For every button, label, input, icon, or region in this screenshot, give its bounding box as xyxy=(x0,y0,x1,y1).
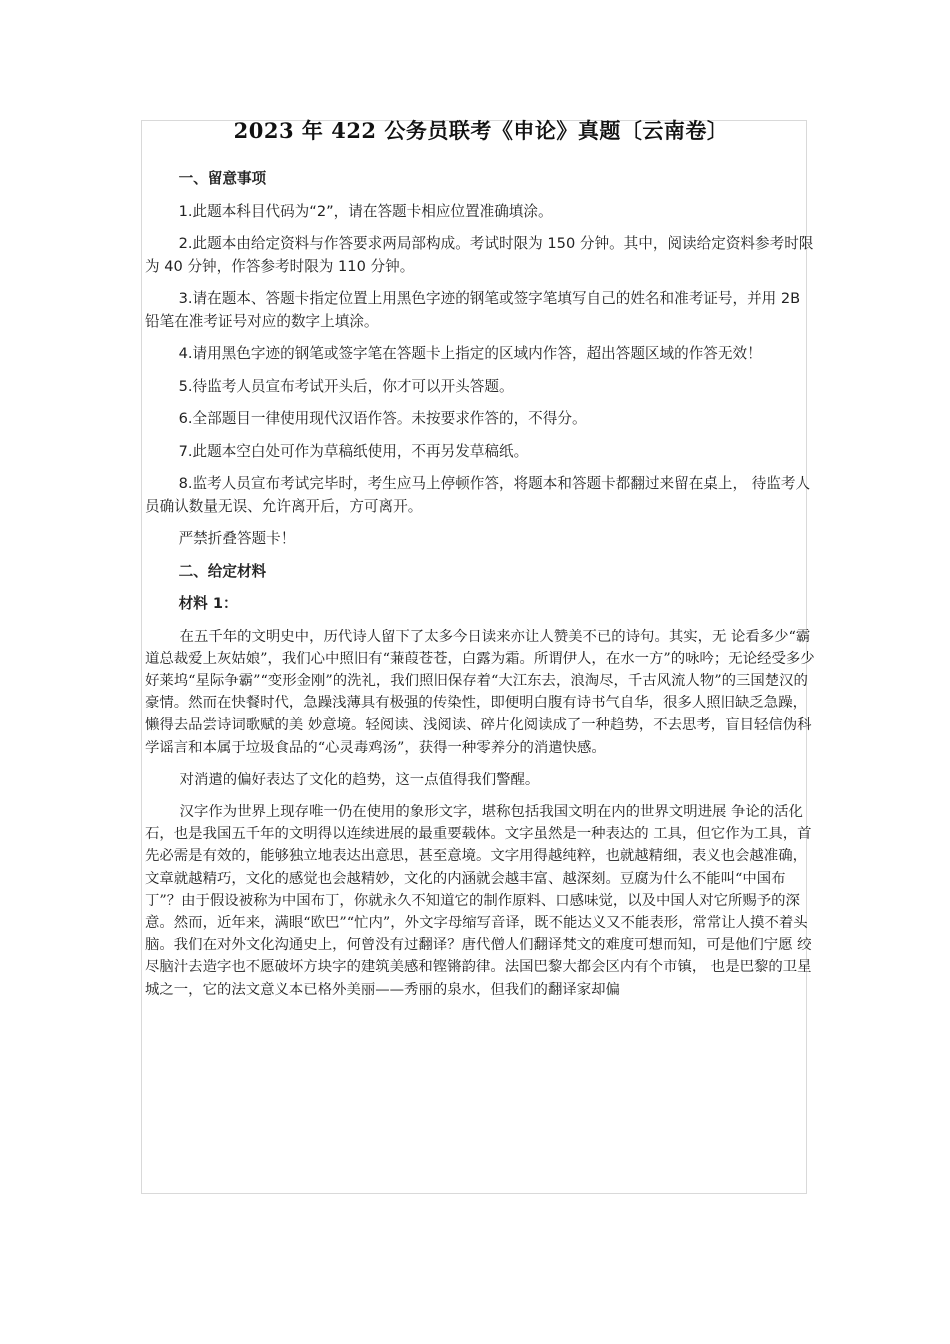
notice-item: 3.请在题本、答题卡指定位置上用黑色字迹的钢笔或签字笔填写自己的姓名和准考证号，并用 2B 铅笔在准考证号对应的数字上填涂。 xyxy=(145,290,801,330)
notice-item: 1.此题本科目代码为“2”，请在答题卡相应位置准确填涂。 xyxy=(178,202,553,220)
notice-warning: 严禁折叠答题卡！ xyxy=(178,530,296,547)
notice-heading: 一、留意事项 xyxy=(178,170,267,187)
notice-item: 6.全部题目一律使用现代汉语作答。未按要求作答的，不得分。 xyxy=(178,410,587,427)
material-label: 材料 1： xyxy=(178,595,238,612)
material-paragraph: 对消遣的偏好表达了文化的趋势，这一点值得我们警醒。 xyxy=(179,771,540,788)
document-title: 2023 年 422 公务员联考《申论》真题〔云南卷〕 xyxy=(233,118,729,143)
materials-heading: 二、给定材料 xyxy=(178,562,267,580)
notice-item: 5.待监考人员宣布考试开头后，你才可以开头答题。 xyxy=(178,377,514,395)
notice-section xyxy=(145,168,817,616)
material-text xyxy=(145,626,817,1001)
document-body xyxy=(145,116,817,1011)
notice-item: 8.监考人员宣布考试完毕时，考生应马上停顿作答，将题本和答题卡都翻过来留在桌上， 待监考人员确认数量无误、允许离开后，方可离开。 xyxy=(145,475,811,515)
material-paragraph: 汉字作为世界上现存唯一仍在使用的象形文字，堪称包括我国文明在内的世界文明进展 争论的活化石，也是我国五千年的文明得以连续进展的最重要载体。文字虽然是一种表达的 工具，但它作为工具，首先必需是有效的，能够独立地表达出意思，甚至意境。文字用得越纯粹，也就越精细，表义也会越准确，文章就越精巧，文化的感觉也会越精妙，文化的内涵就会越丰富、越深刻。豆腐为什么不能叫“中国布丁”？由于假设被称为中国布丁，你就永久不知道它的制作原料、口感味觉，以及中国人对它所赐予的深意。然而，近年来，满眼“欧巴”“忙内”，外文字母缩写音译，既不能达义又不能表形，常常让人摸不着头脑。我们在对外文化沟通史上，何曾没有过翻译？唐代僧人们翻译梵文的难度可想而知，可是他们宁愿 绞尽脑汁去造字也不愿破坏方块字的建筑美感和铿锵韵律。法国巴黎大都会区内有个市镇， 也是巴黎的卫星城之一，它的法文意义本已格外美丽——秀丽的泉水，但我们的翻译家却偏 xyxy=(145,803,812,998)
notice-item: 2.此题本由给定资料与作答要求两局部构成。考试时限为 150 分钟。其中，阅读给定资料参考时限为 40 分钟，作答参考时限为 110 分钟。 xyxy=(145,235,814,275)
notice-item: 7.此题本空白处可作为草稿纸使用，不再另发草稿纸。 xyxy=(178,442,529,460)
notice-item: 4.请用黑色字迹的钢笔或签字笔在答题卡上指定的区域内作答，超出答题区域的作答无效！ xyxy=(178,345,762,362)
material-paragraph: 在五千年的文明史中，历代诗人留下了太多今日读来亦让人赞美不已的诗句。其实，无 论看多少“霸道总裁爱上灰姑娘”，我们心中照旧有“蒹葭苍苍，白露为霜。所谓伊人，在水一方”的咏吟；无论经受多少好莱坞“星际争霸”“变形金刚”的洗礼，我们照旧保存着“大江东去，浪淘尽，千古风流人物”的三国楚汉的豪情。然而在快餐时代，急躁浅薄具有极强的传染性，即便明白腹有诗书气自华，很多人照旧缺乏急躁，懒得去品尝诗词歌赋的美 妙意境。轻阅读、浅阅读、碎片化阅读成了一种趋势，不去思考，盲目轻信伪科学谣言和本属于垃圾食品的“心灵毒鸡汤”，获得一种零养分的消遣快感。 xyxy=(145,628,815,756)
